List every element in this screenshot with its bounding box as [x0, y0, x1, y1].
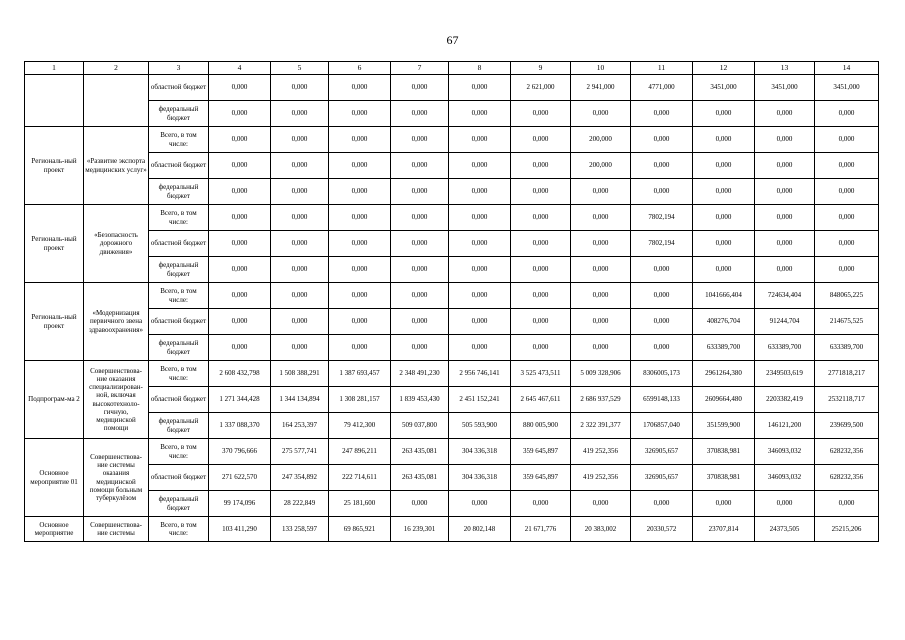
value-cell: 0,000 — [449, 283, 511, 309]
value-cell: 724634,404 — [755, 283, 815, 309]
value-cell: 0,000 — [755, 127, 815, 153]
table-row — [25, 231, 879, 257]
value-cell: 509 037,800 — [391, 413, 449, 439]
program-name-cell: Совершенствова-ние системы оказания медицинской помощи больным туберкулёзом — [84, 439, 149, 517]
value-cell: 247 896,211 — [329, 439, 391, 465]
value-cell: 0,000 — [329, 153, 391, 179]
value-cell: 370 796,666 — [209, 439, 271, 465]
value-cell: 0,000 — [271, 309, 329, 335]
program-name-cell: «Модернизация первичного звена здравоохранения» — [84, 283, 149, 361]
value-cell: 326905,657 — [631, 465, 693, 491]
value-cell: 0,000 — [329, 335, 391, 361]
value-cell: 0,000 — [631, 179, 693, 205]
value-cell: 359 645,897 — [511, 465, 571, 491]
value-cell: 0,000 — [209, 205, 271, 231]
value-cell: 0,000 — [209, 101, 271, 127]
value-cell: 20 802,148 — [449, 517, 511, 542]
table-row — [25, 465, 879, 491]
value-cell: 0,000 — [209, 257, 271, 283]
value-cell: 0,000 — [815, 205, 879, 231]
value-cell: 0,000 — [815, 153, 879, 179]
value-cell: 0,000 — [755, 231, 815, 257]
table-row — [25, 179, 879, 205]
value-cell: 2 941,000 — [571, 75, 631, 101]
value-cell: 103 411,290 — [209, 517, 271, 542]
value-cell: 0,000 — [449, 491, 511, 517]
value-cell: 0,000 — [209, 75, 271, 101]
table-row — [25, 387, 879, 413]
value-cell: 24373,505 — [755, 517, 815, 542]
value-cell: 1 344 134,894 — [271, 387, 329, 413]
value-cell: 0,000 — [693, 491, 755, 517]
value-cell: 0,000 — [329, 179, 391, 205]
header-cell: 13 — [755, 62, 815, 75]
value-cell: 2 686 937,529 — [571, 387, 631, 413]
value-cell: 0,000 — [449, 179, 511, 205]
program-cell: Региональ-ный проект — [25, 283, 84, 361]
value-cell: 20 383,002 — [571, 517, 631, 542]
value-cell: 0,000 — [631, 257, 693, 283]
value-cell: 351599,900 — [693, 413, 755, 439]
value-cell: 1 508 388,291 — [271, 361, 329, 387]
value-cell: 16 239,301 — [391, 517, 449, 542]
value-cell: 2349503,619 — [755, 361, 815, 387]
value-cell: 2 348 491,230 — [391, 361, 449, 387]
value-cell: 275 577,741 — [271, 439, 329, 465]
table-row — [25, 439, 879, 465]
value-cell: 0,000 — [391, 231, 449, 257]
value-cell: 91244,704 — [755, 309, 815, 335]
value-cell: 239699,500 — [815, 413, 879, 439]
header-cell: 8 — [449, 62, 511, 75]
value-cell: 0,000 — [329, 257, 391, 283]
value-cell: 0,000 — [329, 231, 391, 257]
value-cell: 0,000 — [391, 309, 449, 335]
value-cell: 0,000 — [693, 257, 755, 283]
funding-source-cell: областной бюджет — [149, 309, 209, 335]
table-row — [25, 205, 879, 231]
header-row — [25, 62, 879, 75]
program-name-cell: «Безопасность дорожного движения» — [84, 205, 149, 283]
value-cell: 0,000 — [271, 205, 329, 231]
value-cell: 0,000 — [511, 283, 571, 309]
value-cell: 25 181,600 — [329, 491, 391, 517]
funding-source-cell: федеральный бюджет — [149, 335, 209, 361]
value-cell: 0,000 — [631, 309, 693, 335]
value-cell: 0,000 — [511, 153, 571, 179]
value-cell: 0,000 — [271, 335, 329, 361]
header-cell: 14 — [815, 62, 879, 75]
value-cell: 79 412,300 — [329, 413, 391, 439]
value-cell: 0,000 — [209, 153, 271, 179]
value-cell: 0,000 — [631, 335, 693, 361]
table-row — [25, 361, 879, 387]
table-row — [25, 335, 879, 361]
header-cell: 1 — [25, 62, 84, 75]
table-body — [25, 75, 879, 542]
value-cell: 0,000 — [391, 153, 449, 179]
value-cell: 0,000 — [755, 153, 815, 179]
value-cell: 0,000 — [511, 491, 571, 517]
value-cell: 0,000 — [209, 231, 271, 257]
value-cell: 370838,981 — [693, 465, 755, 491]
value-cell: 0,000 — [815, 257, 879, 283]
value-cell: 222 714,611 — [329, 465, 391, 491]
value-cell: 1 271 344,428 — [209, 387, 271, 413]
value-cell: 0,000 — [815, 101, 879, 127]
funding-source-cell: Всего, в том числе: — [149, 283, 209, 309]
value-cell: 0,000 — [755, 205, 815, 231]
value-cell: 633389,700 — [693, 335, 755, 361]
value-cell: 2532118,717 — [815, 387, 879, 413]
value-cell: 164 253,397 — [271, 413, 329, 439]
funding-source-cell: Всего, в том числе: — [149, 517, 209, 542]
table-row — [25, 413, 879, 439]
value-cell: 304 336,318 — [449, 439, 511, 465]
value-cell: 5 009 328,906 — [571, 361, 631, 387]
value-cell: 0,000 — [755, 257, 815, 283]
value-cell: 2961264,380 — [693, 361, 755, 387]
value-cell: 0,000 — [815, 231, 879, 257]
value-cell: 0,000 — [571, 231, 631, 257]
program-cell: Подпрограм-ма 2 — [25, 361, 84, 439]
table-row — [25, 491, 879, 517]
value-cell: 23707,814 — [693, 517, 755, 542]
value-cell: 0,000 — [449, 153, 511, 179]
funding-source-cell: областной бюджет — [149, 75, 209, 101]
value-cell: 346093,032 — [755, 465, 815, 491]
header-cell: 9 — [511, 62, 571, 75]
value-cell: 0,000 — [571, 335, 631, 361]
value-cell: 4771,000 — [631, 75, 693, 101]
header-cell: 4 — [209, 62, 271, 75]
value-cell: 0,000 — [391, 205, 449, 231]
table-row — [25, 153, 879, 179]
value-cell: 69 865,921 — [329, 517, 391, 542]
program-cell — [25, 75, 84, 127]
value-cell: 0,000 — [271, 127, 329, 153]
value-cell: 0,000 — [693, 179, 755, 205]
program-name-cell: «Развитие экспорта медицинских услуг» — [84, 127, 149, 205]
value-cell: 2 956 746,141 — [449, 361, 511, 387]
funding-source-cell: федеральный бюджет — [149, 101, 209, 127]
funding-source-cell: областной бюджет — [149, 387, 209, 413]
value-cell: 21 671,776 — [511, 517, 571, 542]
value-cell: 20330,572 — [631, 517, 693, 542]
value-cell: 0,000 — [449, 309, 511, 335]
value-cell: 0,000 — [271, 75, 329, 101]
value-cell: 0,000 — [449, 75, 511, 101]
value-cell: 0,000 — [511, 309, 571, 335]
header-cell: 3 — [149, 62, 209, 75]
value-cell: 0,000 — [449, 257, 511, 283]
value-cell: 0,000 — [755, 491, 815, 517]
value-cell: 0,000 — [449, 101, 511, 127]
value-cell: 0,000 — [631, 153, 693, 179]
value-cell: 2 608 432,798 — [209, 361, 271, 387]
value-cell: 0,000 — [329, 75, 391, 101]
program-name-cell: Совершенствова-ние системы — [84, 517, 149, 542]
value-cell: 0,000 — [449, 127, 511, 153]
value-cell: 0,000 — [693, 153, 755, 179]
value-cell: 0,000 — [391, 179, 449, 205]
funding-source-cell: областной бюджет — [149, 153, 209, 179]
value-cell: 1 387 693,457 — [329, 361, 391, 387]
funding-source-cell: Всего, в том числе: — [149, 361, 209, 387]
value-cell: 1041666,404 — [693, 283, 755, 309]
value-cell: 0,000 — [391, 335, 449, 361]
value-cell: 0,000 — [815, 179, 879, 205]
header-cell: 10 — [571, 62, 631, 75]
value-cell: 1 337 088,370 — [209, 413, 271, 439]
value-cell: 346093,032 — [755, 439, 815, 465]
value-cell: 0,000 — [571, 491, 631, 517]
value-cell: 326905,657 — [631, 439, 693, 465]
value-cell: 3 525 473,511 — [511, 361, 571, 387]
value-cell: 880 005,900 — [511, 413, 571, 439]
value-cell: 0,000 — [631, 101, 693, 127]
value-cell: 0,000 — [271, 231, 329, 257]
value-cell: 0,000 — [693, 127, 755, 153]
value-cell: 25215,206 — [815, 517, 879, 542]
value-cell: 0,000 — [571, 179, 631, 205]
value-cell: 1706857,040 — [631, 413, 693, 439]
value-cell: 0,000 — [391, 283, 449, 309]
value-cell: 0,000 — [271, 101, 329, 127]
table-row — [25, 75, 879, 101]
value-cell: 0,000 — [449, 335, 511, 361]
value-cell: 505 593,900 — [449, 413, 511, 439]
funding-source-cell: Всего, в том числе: — [149, 127, 209, 153]
value-cell: 0,000 — [511, 205, 571, 231]
funding-source-cell: федеральный бюджет — [149, 257, 209, 283]
value-cell: 0,000 — [693, 231, 755, 257]
program-cell: Основное мероприятие 01 — [25, 439, 84, 517]
table-row — [25, 309, 879, 335]
program-cell: Региональ-ный проект — [25, 205, 84, 283]
header-cell: 6 — [329, 62, 391, 75]
value-cell: 0,000 — [391, 491, 449, 517]
value-cell: 0,000 — [329, 127, 391, 153]
header-cell: 5 — [271, 62, 329, 75]
value-cell: 3451,000 — [693, 75, 755, 101]
header-cell: 2 — [84, 62, 149, 75]
program-cell: Основное мероприятие — [25, 517, 84, 542]
value-cell: 0,000 — [271, 153, 329, 179]
table-row — [25, 257, 879, 283]
value-cell: 0,000 — [209, 179, 271, 205]
value-cell: 419 252,356 — [571, 465, 631, 491]
value-cell: 28 222,849 — [271, 491, 329, 517]
value-cell: 0,000 — [755, 101, 815, 127]
funding-source-cell: федеральный бюджет — [149, 491, 209, 517]
value-cell: 0,000 — [329, 101, 391, 127]
value-cell: 304 336,318 — [449, 465, 511, 491]
value-cell: 271 622,570 — [209, 465, 271, 491]
value-cell: 0,000 — [271, 283, 329, 309]
value-cell: 0,000 — [329, 205, 391, 231]
value-cell: 263 435,081 — [391, 439, 449, 465]
table-row — [25, 127, 879, 153]
table-row — [25, 101, 879, 127]
program-name-cell: Совершенствова-ние оказания специализирован-ной, включая высокотехноло-гичную, медицинской помощи — [84, 361, 149, 439]
value-cell: 263 435,081 — [391, 465, 449, 491]
value-cell: 3451,000 — [815, 75, 879, 101]
value-cell: 359 645,897 — [511, 439, 571, 465]
value-cell: 0,000 — [631, 283, 693, 309]
value-cell: 2 645 467,611 — [511, 387, 571, 413]
value-cell: 7802,194 — [631, 231, 693, 257]
funding-source-cell: областной бюджет — [149, 231, 209, 257]
value-cell: 0,000 — [449, 231, 511, 257]
table-row — [25, 517, 879, 542]
header-cell: 12 — [693, 62, 755, 75]
value-cell: 0,000 — [329, 309, 391, 335]
value-cell: 408276,704 — [693, 309, 755, 335]
value-cell: 0,000 — [271, 179, 329, 205]
value-cell: 146121,200 — [755, 413, 815, 439]
value-cell: 0,000 — [693, 205, 755, 231]
value-cell: 2 322 391,377 — [571, 413, 631, 439]
funding-source-cell: федеральный бюджет — [149, 413, 209, 439]
value-cell: 0,000 — [391, 75, 449, 101]
value-cell: 0,000 — [815, 127, 879, 153]
program-cell: Региональ-ный проект — [25, 127, 84, 205]
value-cell: 370838,981 — [693, 439, 755, 465]
value-cell: 0,000 — [511, 101, 571, 127]
table-row — [25, 283, 879, 309]
value-cell: 0,000 — [391, 101, 449, 127]
value-cell: 0,000 — [571, 257, 631, 283]
value-cell: 0,000 — [511, 257, 571, 283]
header-cell: 7 — [391, 62, 449, 75]
value-cell: 0,000 — [755, 179, 815, 205]
value-cell: 0,000 — [329, 283, 391, 309]
value-cell: 2 451 152,241 — [449, 387, 511, 413]
page-number: 67 — [446, 33, 459, 47]
value-cell: 0,000 — [571, 205, 631, 231]
value-cell: 0,000 — [571, 283, 631, 309]
value-cell: 0,000 — [209, 127, 271, 153]
value-cell: 2609664,480 — [693, 387, 755, 413]
value-cell: 0,000 — [693, 101, 755, 127]
value-cell: 99 174,096 — [209, 491, 271, 517]
value-cell: 848065,225 — [815, 283, 879, 309]
value-cell: 419 252,356 — [571, 439, 631, 465]
value-cell: 0,000 — [391, 257, 449, 283]
value-cell: 200,000 — [571, 153, 631, 179]
value-cell: 633389,700 — [815, 335, 879, 361]
value-cell: 0,000 — [449, 205, 511, 231]
value-cell: 0,000 — [209, 309, 271, 335]
value-cell: 0,000 — [631, 491, 693, 517]
value-cell: 0,000 — [391, 127, 449, 153]
value-cell: 7802,194 — [631, 205, 693, 231]
value-cell: 628232,356 — [815, 439, 879, 465]
funding-source-cell: Всего, в том числе: — [149, 439, 209, 465]
value-cell: 3451,000 — [755, 75, 815, 101]
value-cell: 0,000 — [571, 309, 631, 335]
value-cell: 214675,525 — [815, 309, 879, 335]
value-cell: 2 621,000 — [511, 75, 571, 101]
value-cell: 6599148,133 — [631, 387, 693, 413]
budget-table — [24, 61, 879, 542]
value-cell: 133 258,597 — [271, 517, 329, 542]
value-cell: 2771818,217 — [815, 361, 879, 387]
funding-source-cell: областной бюджет — [149, 465, 209, 491]
value-cell: 0,000 — [271, 257, 329, 283]
value-cell: 1 308 281,157 — [329, 387, 391, 413]
program-name-cell — [84, 75, 149, 127]
value-cell: 2203382,419 — [755, 387, 815, 413]
value-cell: 0,000 — [631, 127, 693, 153]
value-cell: 8306005,173 — [631, 361, 693, 387]
value-cell: 1 839 453,430 — [391, 387, 449, 413]
value-cell: 0,000 — [511, 127, 571, 153]
value-cell: 0,000 — [511, 335, 571, 361]
funding-source-cell: федеральный бюджет — [149, 179, 209, 205]
value-cell: 0,000 — [815, 491, 879, 517]
value-cell: 0,000 — [209, 335, 271, 361]
value-cell: 0,000 — [209, 283, 271, 309]
value-cell: 0,000 — [511, 231, 571, 257]
header-cell: 11 — [631, 62, 693, 75]
value-cell: 0,000 — [571, 101, 631, 127]
value-cell: 247 354,892 — [271, 465, 329, 491]
value-cell: 633389,700 — [755, 335, 815, 361]
funding-source-cell: Всего, в том числе: — [149, 205, 209, 231]
value-cell: 628232,356 — [815, 465, 879, 491]
value-cell: 200,000 — [571, 127, 631, 153]
value-cell: 0,000 — [511, 179, 571, 205]
